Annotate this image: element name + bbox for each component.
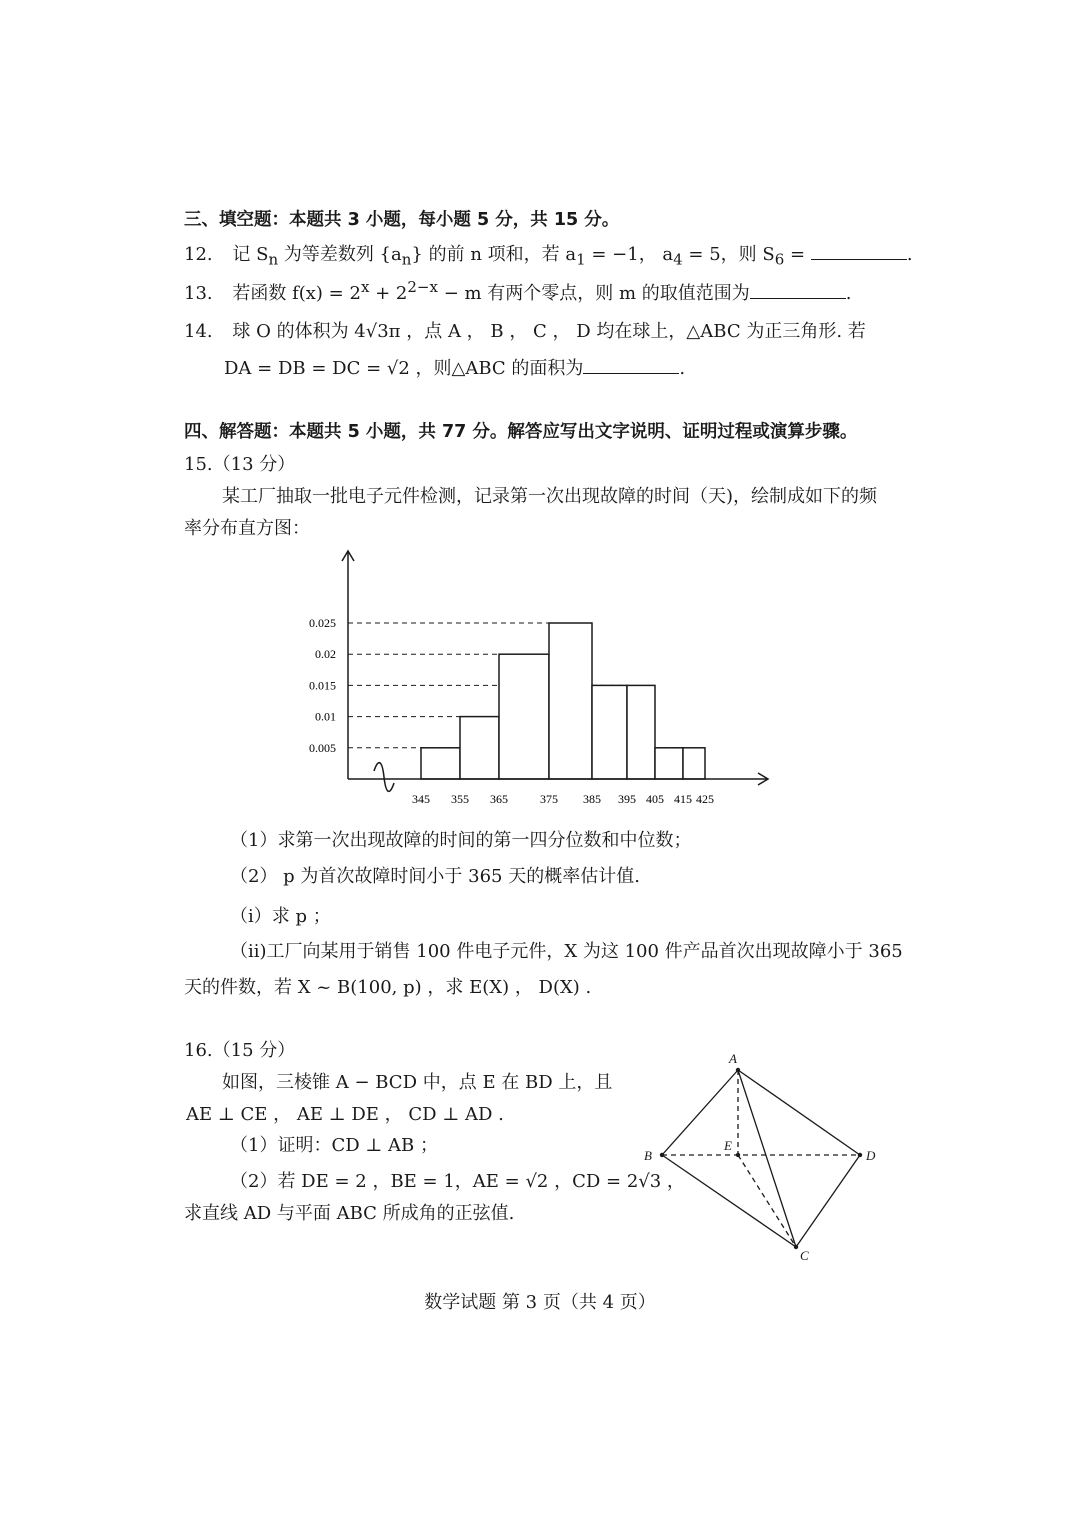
edge-CD — [796, 1155, 860, 1247]
q16-line1: 如图，三棱锥 A − BCD 中，点 E 在 BD 上，且 — [222, 1072, 613, 1093]
q15-intro-line1: 某工厂抽取一批电子元件检测，记录第一次出现故障的时间（天)，绘制成如下的频 — [222, 486, 878, 507]
histogram-bar — [499, 654, 549, 779]
q13-text: 若函数 $f(x) = 2^x + 2^{2-x} - m$ 有两个零点，则 m 的取值范围为 . — [232, 278, 852, 304]
x-tick-label: 355 — [451, 792, 469, 806]
section4-heading: 四、解答题：本题共 5 小题，共 77 分。解答应写出文字说明、证明过程或演算步骤。 — [184, 422, 858, 442]
vertex-label-C: C — [800, 1248, 809, 1263]
tetrahedron-diagram — [636, 1044, 886, 1266]
x-tick-label: 365 — [490, 792, 508, 806]
y-tick-label: 0.01 — [315, 709, 336, 724]
histogram-bar — [421, 748, 460, 779]
q13-answer-blank[interactable] — [750, 282, 846, 299]
q16-line2: AE ⊥ CE ， AE ⊥ DE ， CD ⊥ AD . — [186, 1104, 504, 1125]
q12-text: 记 $S_n$ 为等差数列 $\{a_n\}$ 的前 n 项和，若 $a_1 = -1$， $a_4 = 5$，则 $S_6$ = . — [232, 244, 913, 269]
edge-AD — [738, 1070, 860, 1155]
vertex-label-B: B — [644, 1148, 652, 1163]
q13-number: 13. — [184, 283, 213, 304]
histogram-bar — [655, 748, 683, 779]
y-tick-labels — [309, 616, 336, 755]
x-tick-label: 375 — [540, 792, 558, 806]
q15-part2-i: （i）求 p ； — [230, 906, 331, 927]
q14-number: 14. — [184, 321, 213, 342]
q15-part2-ii-line2: 天的件数，若 X ~ B(100, p) ，求 E(X) ， D(X) . — [184, 977, 592, 998]
x-tick-label: 415 — [674, 792, 692, 806]
frequency-histogram — [290, 545, 780, 815]
q15-intro-line2: 率分布直方图： — [184, 518, 310, 539]
histogram-bar — [627, 685, 655, 779]
q12-number: 12. — [184, 244, 213, 265]
q12-answer-blank[interactable] — [811, 243, 907, 260]
x-tick-label: 425 — [696, 792, 714, 806]
edge-AC — [738, 1070, 796, 1247]
q16-number: 16.（15 分） — [184, 1040, 296, 1061]
vertex-label-D: D — [866, 1148, 876, 1163]
q14-line2: DA = DB = DC = √2 ，则△ABC 的面积为 — [224, 358, 584, 379]
page-footer: 数学试题 第 3 页（共 4 页） — [424, 1292, 656, 1313]
q16-part1: （1）证明：CD ⊥ AB ； — [230, 1135, 438, 1156]
vertex-label-A: A — [729, 1051, 737, 1066]
x-tick-label: 405 — [646, 792, 664, 806]
question-14 — [184, 317, 866, 343]
x-tick-label: 395 — [618, 792, 636, 806]
edge-BC — [662, 1155, 796, 1247]
section3-heading: 三、填空题：本题共 3 小题，每小题 5 分，共 15 分。 — [184, 210, 620, 230]
histogram-bar — [460, 717, 499, 779]
x-tick-label: 345 — [412, 792, 430, 806]
q15-part2: （2） p 为首次故障时间小于 365 天的概率估计值. — [230, 866, 640, 887]
y-tick-label: 0.015 — [309, 678, 336, 693]
q14-line1: 球 O 的体积为 4√3π ，点 A ， B ， C ， D 均在球上，△ABC 为正三角形. 若 — [232, 321, 866, 342]
histogram-bar — [683, 748, 705, 779]
q14-line2-row: DA = DB = DC = √2 ，则△ABC 的面积为 . — [224, 358, 686, 379]
question-12 — [184, 240, 913, 269]
q16-part2: （2）若 DE = 2 ，BE = 1，AE = √2 ，CD = 2√3 ， — [230, 1171, 685, 1192]
histogram-bars — [421, 623, 705, 779]
histogram-bar — [549, 623, 592, 779]
q15-part2-ii-line1: （ii)工厂向某用于销售 100 件电子元件，X 为这 100 件产品首次出现故障小于 365 — [230, 941, 903, 962]
q15-number: 15.（13 分） — [184, 454, 296, 475]
q16-line3: 求直线 AD 与平面 ABC 所成角的正弦值. — [184, 1203, 515, 1224]
axis-break-symbol — [374, 763, 394, 792]
x-tick-labels — [412, 792, 714, 806]
y-tick-label: 0.025 — [309, 616, 336, 630]
histogram-bar — [592, 685, 627, 779]
y-tick-label: 0.005 — [309, 740, 336, 755]
point-label-E: E — [724, 1138, 732, 1153]
q15-part1: （1）求第一次出现故障的时间的第一四分位数和中位数； — [230, 830, 692, 851]
question-13 — [184, 278, 852, 305]
y-tick-label: 0.02 — [315, 647, 336, 662]
x-tick-label: 385 — [583, 792, 601, 806]
q14-answer-blank[interactable] — [583, 357, 679, 374]
segment-EC-hidden — [738, 1155, 796, 1247]
